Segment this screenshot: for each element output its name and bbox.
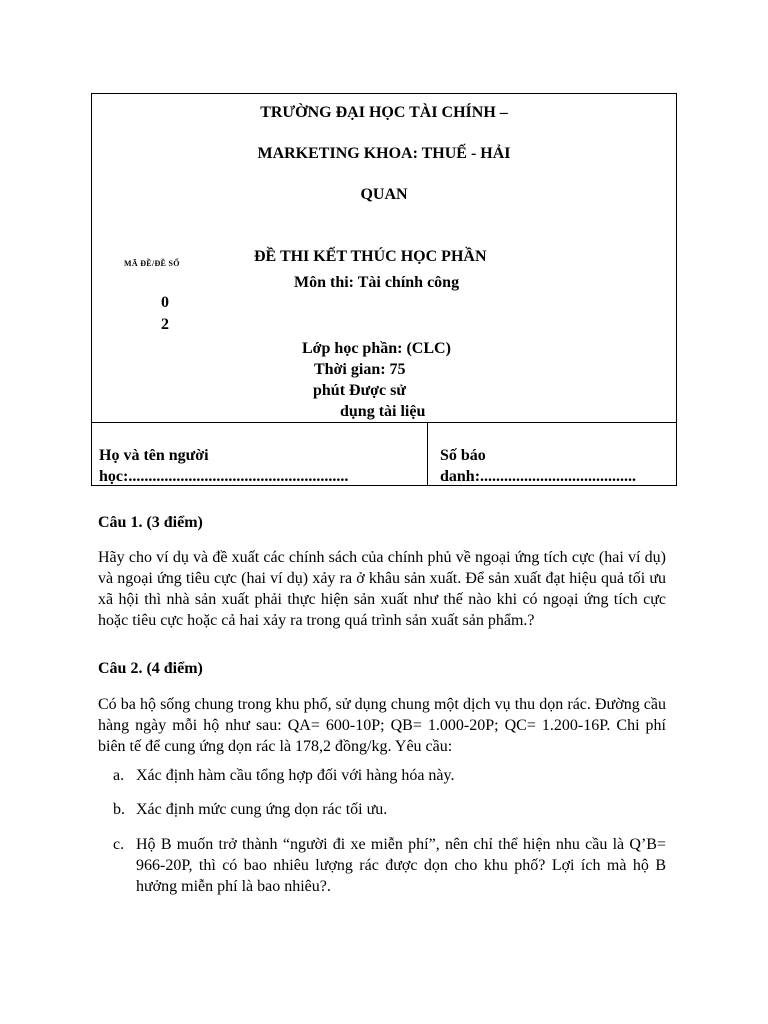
student-id-label: Số báo [440, 447, 486, 464]
student-name-field: học:....................................................... [99, 468, 349, 485]
time-line-3: dụng tài liệu [340, 403, 426, 420]
list-marker: a. [113, 767, 125, 784]
time-line-1: Thời gian: 75 [314, 361, 406, 378]
school-name-line2: MARKETING KHOA: THUẾ - HẢI [257, 145, 511, 162]
header-column-divider [427, 422, 428, 485]
exam-title: ĐỀ THI KẾT THÚC HỌC PHẦN [254, 248, 487, 265]
list-item-text: Hộ B muốn trở thành “người đi xe miễn phí”, nên chỉ thể hiện nhu cầu là Q’B= 966-20P, thì có bao nhiêu lượng rác được dọn cho khu phố? Lợi ích mà hộ B hưởng miễn phí là bao nhiêu?. [136, 836, 666, 895]
question-1-title: Câu 1. (3 điểm) [98, 514, 203, 531]
class-line: Lớp học phần: (CLC) [302, 340, 451, 357]
exam-code-label: MÃ ĐỀ/ĐỀ SỐ [124, 259, 180, 268]
header-divider [92, 422, 676, 423]
question-2-title: Câu 2. (4 điểm) [98, 660, 203, 677]
question-2-text: Có ba hộ sống chung trong khu phố, sử dụng chung một dịch vụ thu dọn rác. Đường cầu hàng ngày mỗi hộ như sau: QA= 600-10P; QB= 1.000-20P; QC= 1.200-16P. Chi phí biên tế để cung ứng dọn rác là 178,2 đồng/kg. Yêu cầu: [98, 696, 666, 755]
student-id-field: danh:....................................... [440, 468, 637, 485]
question-1-text: Hãy cho ví dụ và đề xuất các chính sách của chính phủ về ngoại ứng tích cực (hai ví dụ) và ngoại ứng tiêu cực (hai ví dụ) xảy ra ở khâu sản xuất. Để sản xuất đạt hiệu quả tối ưu xã hội thì nhà sản xuất phải thực hiện sản xuất như thế nào khi có ngoại ứng tích cực hoặc tiêu cực hoặc cả hai xảy ra trong quá trình sản xuất sản phẩm.? [98, 549, 666, 629]
list-item-text: Xác định hàm cầu tổng hợp đối với hàng hóa này. [136, 767, 455, 784]
exam-code-digit-1: 0 [161, 294, 169, 311]
exam-code-digit-2: 2 [161, 316, 169, 333]
student-name-label: Họ và tên người [99, 447, 209, 464]
school-name-line3: QUAN [360, 186, 408, 203]
list-marker: c. [113, 836, 125, 853]
school-name-line1: TRƯỜNG ĐẠI HỌC TÀI CHÍNH – [260, 104, 508, 121]
exam-header-box [91, 93, 677, 486]
exam-subject: Môn thi: Tài chính công [294, 274, 460, 291]
time-line-2: phút Được sử [313, 382, 406, 399]
list-marker: b. [113, 801, 125, 818]
list-item-text: Xác định mức cung ứng dọn rác tối ưu. [136, 801, 388, 818]
